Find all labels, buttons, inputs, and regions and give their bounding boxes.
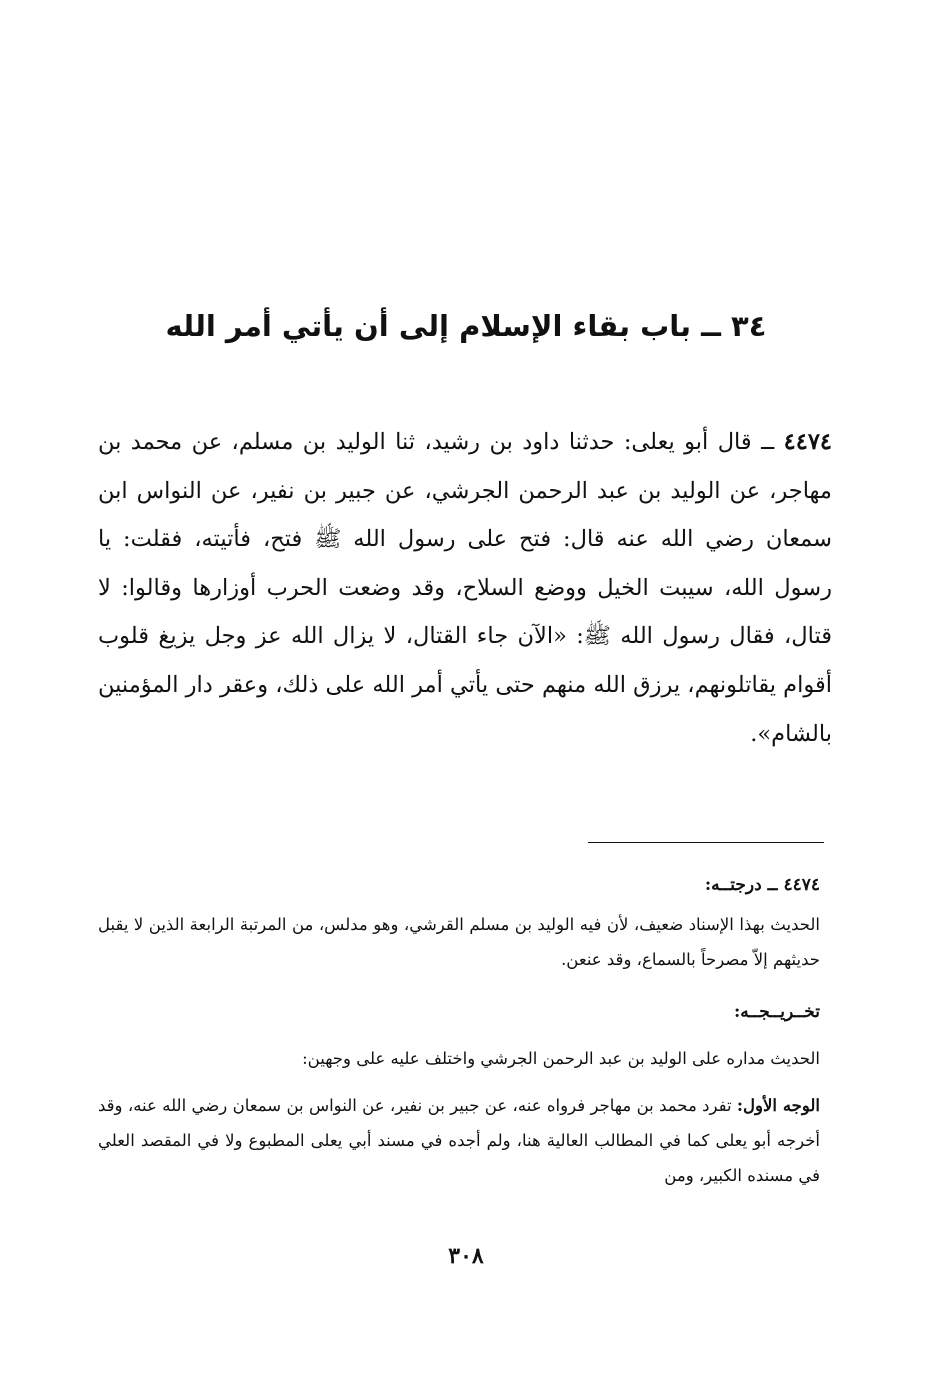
page-number: ٣٠٨ <box>448 1243 484 1269</box>
first-way-text: تفرد محمد بن مهاجر فرواه عنه، عن جبير بن نفير، عن النواس بن سمعان رضي الله عنه، وقد أخرجه أبو يعلى كما في المطالب العالية هنا، ولم أجده في مسند أبي يعلى المطبوع ولا في المقصد العلي في مسنده الكبير، ومن <box>98 1096 820 1185</box>
takhrij-heading: تخــريــجــه: <box>733 1002 820 1022</box>
degree-paragraph: الحديث بهذا الإسناد ضعيف، لأن فيه الوليد بن مسلم القرشي، وهو مدلس، من المرتبة الرابعة الذين لا يقبل حديثهم إلاّ مصرحاً بالسماع، وقد عنعن. <box>98 915 820 969</box>
takhrij-intro: الحديث مداره على الوليد بن عبد الرحمن الجرشي واختلف عليه على وجهين: <box>302 1049 820 1068</box>
hadith-text: ــ قال أبو يعلى: حدثنا داود بن رشيد، ثنا الوليد بن مسلم، عن محمد بن مهاجر، عن الوليد بن عبد الرحمن الجرشي، عن جبير بن نفير، عن النواس ابن سمعان رضي الله عنه قال: فتح على رسول الله ﷺ فتح، فأتيته، فقلت: يا رسول الله، سيبت الخيل ووضع السلاح، وقد وضعت الحرب أوزارها وقالوا: لا قتال، فقال رسول الله ﷺ: «الآن جاء القتال، لا يزال الله عز وجل يزيغ قلوب أقوام يقاتلونهم، يرزق الله منهم حتى يأتي أمر الله على ذلك، وعقر دار المؤمنين بالشام». <box>98 429 832 747</box>
hadith-paragraph <box>98 418 832 758</box>
first-way-paragraph <box>98 1088 820 1193</box>
hadith-number: ٤٤٧٤ <box>783 429 832 455</box>
first-way-label: الوجه الأول: <box>736 1096 821 1115</box>
chapter-title: ٣٤ ــ باب بقاء الإسلام إلى أن يأتي أمر الله <box>165 309 767 344</box>
footnote-separator <box>588 842 824 843</box>
degree-heading: ٤٤٧٤ ــ درجتــه: <box>704 875 820 895</box>
